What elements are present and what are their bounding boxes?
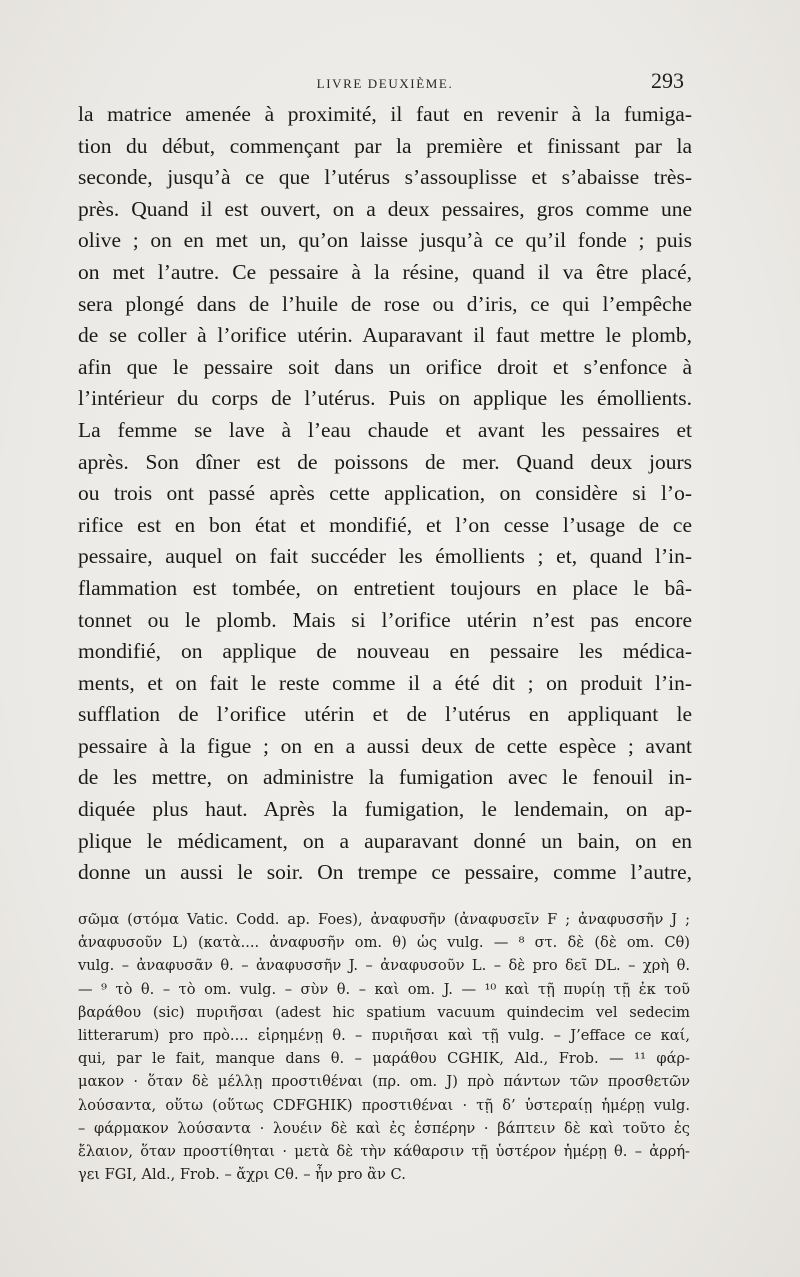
footnote-line: ἀναφυσοῦν L) (κατὰ.... ἀναφυσῆν om. θ) ὡς vulg. — ⁸ στ. δὲ (δὲ om. Cθ) — [78, 934, 690, 952]
text-line: La femme se lave à l’eau chaude et avant les pessaires et — [78, 417, 692, 442]
text-line: on met l’autre. Ce pessaire à la résine, quand il va être placé, — [78, 259, 692, 284]
footnote-line: γει FGI, Ald., Frob. – ἄχρι Cθ. – ἦν pro ἂν C. — [78, 1166, 406, 1184]
footnote-line: σῶμα (στόμα Vatic. Codd. ap. Foes), ἀναφυσῆν (ἀναφυσεῖν F ; ἀναφυσσῆν J ; — [78, 911, 690, 928]
text-line: mondifié, on applique de nouveau en pessaire les médica- — [78, 639, 692, 664]
text-line: la matrice amenée à proximité, il faut en revenir à la fumiga- — [78, 102, 692, 126]
footnote-line: – φάρμακον λούσαντα · λουέιν δὲ καὶ ἐς ἑσπέρην · βάπτειν δὲ καὶ τοῦτο ἐς — [78, 1119, 690, 1137]
page-number: 293 — [651, 68, 684, 93]
footnote-line: ἔλαιον, ὅταν προστίθηται · μετὰ δὲ τὴν κάθαρσιν τῇ ὑστέρον ἡμέρῃ θ. – ἀρρή- — [78, 1142, 690, 1160]
text-line: pessaire à la figue ; on en a aussi deux de cette espèce ; avant — [78, 733, 692, 758]
text-line: ments, et on fait le reste comme il a été dit ; on produit l’in- — [78, 670, 692, 695]
footnote-line: litterarum) pro πρὸ.... εἰρημένῃ θ. – πυριῆσαι καὶ τῇ vulg. – J’efface ce καί, — [78, 1026, 690, 1044]
text-line: donne un aussi le soir. On trempe ce pessaire, comme l’autre, — [78, 860, 692, 885]
running-head: LIVRE DEUXIÈME. — [316, 76, 454, 91]
footnote-line: βαράθου (sic) πυριῆσαι (adest hic spatium vacuum quindecim vel sedecim — [78, 1003, 690, 1021]
text-line: flammation est tombée, on entretient toujours en place le bâ- — [78, 575, 692, 600]
text-line: tonnet ou le plomb. Mais si l’orifice utérin n’est pas encore — [78, 607, 692, 632]
text-line: sera plongé dans de l’huile de rose ou d’iris, ce qui l’empêche — [78, 291, 692, 316]
text-line: olive ; on en met un, qu’on laisse jusqu’à ce qu’il fonde ; puis — [78, 228, 692, 253]
text-line: après. Son dîner est de poissons de mer. Quand deux jours — [78, 449, 692, 474]
text-line: rifice est en bon état et mondifié, et l’on cesse l’usage de ce — [78, 512, 692, 537]
text-line: afin que le pessaire soit dans un orifice droit et s’enfonce à — [78, 354, 692, 379]
text-line: ou trois ont passé après cette application, on considère si l’o- — [78, 481, 692, 506]
text-line: de les mettre, on administre la fumigation avec le fenouil in- — [78, 765, 692, 790]
footnote-line: qui, par le fait, manque dans θ. – μαράθου CGHIK, Ald., Frob. — ¹¹ φάρ- — [78, 1050, 690, 1068]
text-line: diquée plus haut. Après la fumigation, le lendemain, on ap- — [78, 797, 692, 822]
footnote-line: — ⁹ τὸ θ. – τὸ om. vulg. – σὺν θ. – καὶ om. J. — ¹⁰ καὶ τῇ πυρίῃ τῇ ἐκ τοῦ — [78, 980, 690, 998]
footnote-line: vulg. – ἀναφυσᾶν θ. – ἀναφυσσῆν J. – ἀναφυσοῦν L. – δὲ pro δεῖ DL. – χρὴ θ. — [78, 957, 690, 975]
text-line: sufflation de l’orifice utérin et de l’utérus en appliquant le — [78, 702, 692, 727]
page-header — [78, 68, 692, 98]
text-line: près. Quand il est ouvert, on a deux pessaires, gros comme une — [78, 196, 692, 221]
main-text — [78, 99, 692, 889]
footnotes — [78, 908, 690, 1186]
footnote-line: λούσαντα, οὕτω (οὕτως CDFGHIK) προστιθέναι · τῇ δ’ ὑστεραίῃ ἡμέρῃ vulg. — [78, 1096, 690, 1114]
text-line: tion du début, commençant par la première et finissant par la — [78, 133, 692, 158]
text-line: l’intérieur du corps de l’utérus. Puis on applique les émollients. — [78, 386, 692, 411]
text-line: seconde, jusqu’à ce que l’utérus s’assouplisse et s’abaisse très- — [78, 165, 692, 190]
text-line: pessaire, auquel on fait succéder les émollients ; et, quand l’in- — [78, 544, 692, 569]
text-line: de se coller à l’orifice utérin. Auparavant il faut mettre le plomb, — [78, 323, 692, 348]
text-line: plique le médicament, on a auparavant donné un bain, on en — [78, 828, 692, 853]
footnote-line: μακον · ὅταν δὲ μέλλῃ προστιθέναι (πρ. om. J) πρὸ πάντων τῶν προσθετῶν — [78, 1073, 690, 1091]
